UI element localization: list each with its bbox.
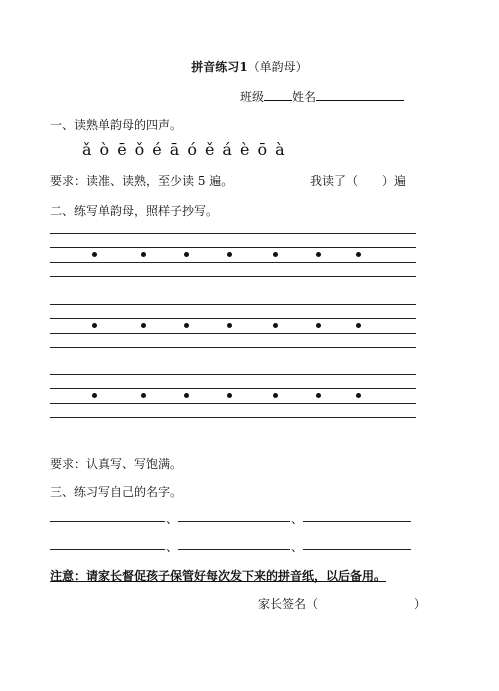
section1-heading: 一、读熟单韵母的四声。: [50, 118, 183, 132]
dot-guide: [227, 252, 232, 257]
title-number: 1: [239, 60, 248, 74]
pinyin-letter: ò: [99, 140, 110, 159]
name-practice-blank[interactable]: [303, 549, 411, 550]
grid-line: [50, 276, 416, 277]
dot-guide: [227, 323, 232, 328]
name-label: 姓名: [292, 90, 317, 104]
pinyin-row: [82, 140, 293, 159]
parent-signature: 家长签名（ ）: [258, 597, 427, 611]
dot-guide: [92, 252, 97, 257]
dot-guide: [92, 393, 97, 398]
title-main: 拼音练习: [191, 60, 240, 74]
dot-guide: [227, 393, 232, 398]
dot-guide: [184, 393, 189, 398]
parent-notice: 注意：请家长督促孩子保管好每次发下来的拼音纸，以后备用。: [50, 569, 387, 583]
class-name-row: [240, 88, 404, 105]
grid-line: [50, 318, 416, 319]
dot-guide: [273, 393, 278, 398]
section2-heading: 二、练写单韵母，照样子抄写。: [50, 204, 219, 218]
page-title: [0, 58, 499, 75]
grid-line: [50, 304, 416, 305]
dot-guide: [141, 323, 146, 328]
pinyin-letter: ǎ: [82, 140, 92, 159]
section2-requirement: 要求：认真写、写饱满。: [50, 457, 183, 471]
name-practice-blank[interactable]: [50, 521, 165, 522]
pinyin-letter: è: [239, 140, 250, 159]
name-practice-blank[interactable]: [303, 521, 411, 522]
dot-guide: [92, 323, 97, 328]
grid-line: [50, 262, 416, 263]
dot-guide: [273, 323, 278, 328]
name-practice-blank[interactable]: [178, 549, 290, 550]
grid-line: [50, 374, 416, 375]
pinyin-letter: ě: [204, 140, 215, 159]
grid-line: [50, 233, 416, 234]
separator: 、: [291, 512, 304, 526]
dot-guide: [141, 252, 146, 257]
section3-heading: 三、练习写自己的名字。: [50, 485, 183, 499]
dot-guide: [316, 252, 321, 257]
dot-guide: [316, 323, 321, 328]
name-blank[interactable]: [316, 88, 404, 101]
separator: 、: [166, 512, 179, 526]
pinyin-letter: é: [152, 140, 162, 159]
class-label: 班级: [240, 90, 265, 104]
dot-guide: [141, 393, 146, 398]
dot-guide: [356, 252, 361, 257]
name-practice-blank[interactable]: [50, 549, 165, 550]
pinyin-letter: ē: [117, 140, 127, 159]
grid-line: [50, 333, 416, 334]
class-blank[interactable]: [264, 88, 292, 101]
dot-guide: [356, 393, 361, 398]
pinyin-letter: ō: [257, 140, 268, 159]
pinyin-letter: ǒ: [134, 140, 145, 159]
pinyin-letter: à: [275, 140, 285, 159]
read-count: 我读了（ ）遍: [310, 174, 407, 188]
separator: 、: [291, 540, 304, 554]
dot-guide: [184, 323, 189, 328]
dot-guide: [316, 393, 321, 398]
dot-guide: [273, 252, 278, 257]
grid-line: [50, 388, 416, 389]
grid-line: [50, 403, 416, 404]
dot-guide: [356, 323, 361, 328]
grid-line: [50, 247, 416, 248]
section1-requirement: 要求：读准、读熟，至少读 5 遍。: [50, 174, 234, 188]
pinyin-letter: á: [222, 140, 232, 159]
separator: 、: [166, 540, 179, 554]
name-practice-blank[interactable]: [178, 521, 290, 522]
dot-guide: [184, 252, 189, 257]
grid-line: [50, 347, 416, 348]
pinyin-letter: ā: [169, 140, 180, 159]
title-sub: （单韵母）: [247, 60, 308, 74]
grid-line: [50, 417, 416, 418]
pinyin-letter: ó: [187, 140, 197, 159]
